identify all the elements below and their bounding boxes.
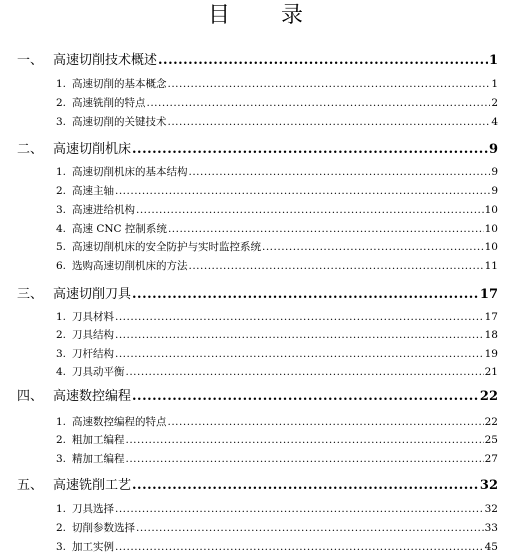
- toc-chapter-entry-label: [17, 49, 157, 68]
- toc-section-entry-title: 高速进给机构: [72, 204, 135, 216]
- toc-section-entry-number: 3.: [56, 453, 67, 465]
- toc-section-entry-title: 选购高速切削机床的方法: [72, 260, 188, 272]
- toc-section-entry-label: [56, 221, 167, 236]
- toc-section-entry-page-number: 33: [484, 522, 498, 534]
- toc-section-entry[interactable]: [56, 202, 498, 217]
- toc-section-entry[interactable]: [56, 364, 498, 379]
- toc-chapter-entry-title: 高速数控编程: [53, 389, 132, 404]
- toc-section-entry-label: [56, 364, 125, 379]
- toc-section-entry-number: 2.: [56, 97, 67, 109]
- toc-section-entry-label: [56, 95, 146, 110]
- toc-section-entry-title: 刀杆结构: [72, 348, 114, 360]
- toc-section-entry-page-number: 17: [484, 311, 498, 323]
- toc-chapter-entry[interactable]: [17, 385, 498, 404]
- dot-leader: [132, 389, 479, 404]
- toc-section-entry[interactable]: [56, 76, 498, 91]
- toc-chapter-entry-title: 高速铣削工艺: [53, 478, 132, 493]
- toc-section-entry-label: [56, 309, 114, 324]
- toc-section-entry-title: 粗加工编程: [72, 434, 125, 446]
- toc-chapter-entry-page-number: 22: [479, 389, 498, 404]
- dot-leader: [136, 522, 484, 534]
- toc-section-entry-title: 高速切削机床的基本结构: [72, 166, 188, 178]
- toc-section-entry-page-number: 4: [491, 116, 498, 128]
- dot-leader: [189, 260, 484, 272]
- toc-section-entry-page-number: 45: [484, 541, 498, 553]
- toc-section-entry-page-number: 1: [491, 78, 498, 90]
- dot-leader: [126, 434, 484, 446]
- toc-chapter-entry-label: [17, 385, 131, 404]
- toc-chapter-entry-title: 高速切削技术概述: [53, 53, 158, 68]
- toc-section-entry[interactable]: [56, 114, 498, 129]
- toc-section-entry-page-number: 25: [484, 434, 498, 446]
- toc-section-entry-page-number: 21: [484, 366, 498, 378]
- toc-section-entry-title: 加工实例: [72, 541, 114, 553]
- toc-section-entry-number: 5.: [56, 241, 67, 253]
- toc-section-entry-number: 2.: [56, 434, 67, 446]
- toc-section-entry-label: [56, 520, 135, 535]
- toc-chapter-entry-number: 一、: [17, 53, 44, 68]
- toc-chapter-entry-page-number: 32: [479, 478, 498, 493]
- toc-section-entry-number: 2.: [56, 185, 67, 197]
- toc-section-entry-number: 3.: [56, 204, 67, 216]
- toc-section-entry[interactable]: [56, 239, 498, 254]
- toc-section-entry-label: [56, 164, 188, 179]
- toc-section-entry-label: [56, 76, 167, 91]
- toc-section-entry-label: [56, 501, 114, 516]
- toc-section-entry-page-number: 9: [491, 166, 498, 178]
- toc-section-entry-number: 2.: [56, 522, 67, 534]
- toc-section-entry-page-number: 19: [484, 348, 498, 360]
- dot-leader: [189, 166, 491, 178]
- toc-section-entry-number: 1.: [56, 166, 67, 178]
- toc-section-entry-title: 高速切削的基本概念: [72, 78, 167, 90]
- toc-section-entry[interactable]: [56, 501, 498, 516]
- dot-leader: [136, 204, 484, 216]
- dot-leader: [132, 478, 479, 493]
- toc-section-entry-number: 6.: [56, 260, 67, 272]
- toc-chapter-entry-number: 五、: [17, 478, 44, 493]
- toc-section-entry[interactable]: [56, 346, 498, 361]
- toc-section-entry-title: 刀具选择: [72, 503, 114, 515]
- dot-leader: [115, 311, 484, 323]
- toc-section-entry-page-number: 9: [491, 185, 498, 197]
- toc-section-entry[interactable]: [56, 221, 498, 236]
- toc-section-entry-page-number: 22: [484, 416, 498, 428]
- toc-section-entry-page-number: 11: [484, 260, 498, 272]
- toc-section-entry-label: [56, 258, 188, 273]
- toc-section-entry[interactable]: [56, 164, 498, 179]
- toc-section-entry-title: 高速主轴: [72, 185, 114, 197]
- toc-section-entry-number: 3.: [56, 116, 67, 128]
- toc-section-entry-label: [56, 539, 114, 554]
- toc-section-entry-title: 高速数控编程的特点: [72, 416, 167, 428]
- toc-section-entry-title: 刀具动平衡: [72, 366, 125, 378]
- toc-section-entry-label: [56, 114, 167, 129]
- toc-section-entry-number: 1.: [56, 78, 67, 90]
- toc-section-entry-number: 1.: [56, 503, 67, 515]
- toc-section-entry[interactable]: [56, 520, 498, 535]
- toc-chapter-entry-number: 四、: [17, 389, 44, 404]
- toc-section-entry-page-number: 10: [484, 204, 498, 216]
- toc-section-entry-title: 高速切削的关键技术: [72, 116, 167, 128]
- dot-leader: [115, 185, 490, 197]
- toc-section-entry-label: [56, 202, 135, 217]
- dot-leader: [115, 503, 484, 515]
- dot-leader: [168, 416, 484, 428]
- toc-section-entry-page-number: 2: [491, 97, 498, 109]
- toc-section-entry-number: 3.: [56, 348, 67, 360]
- toc-section-entry-label: [56, 451, 125, 466]
- dot-leader: [115, 541, 484, 553]
- toc-section-entry-title: 高速铣削的特点: [72, 97, 146, 109]
- toc-section-entry-number: 4.: [56, 223, 67, 235]
- toc-section-entry-title: 刀具材料: [72, 311, 114, 323]
- toc-section-entry[interactable]: [56, 414, 498, 429]
- dot-leader: [147, 97, 491, 109]
- toc-section-entry-page-number: 32: [484, 503, 498, 515]
- toc-chapter-entry-label: [17, 283, 131, 302]
- toc-section-entry-label: [56, 327, 114, 342]
- dot-leader: [168, 116, 491, 128]
- toc-section-entry[interactable]: [56, 327, 498, 342]
- toc-section-entry-number: 3.: [56, 541, 67, 553]
- toc-chapter-entry[interactable]: [17, 138, 498, 157]
- toc-section-entry-label: [56, 414, 167, 429]
- toc-section-entry-number: 2.: [56, 329, 67, 341]
- toc-chapter-entry-title: 高速切削机床: [53, 142, 132, 157]
- toc-section-entry[interactable]: [56, 432, 498, 447]
- toc-section-entry-title: 刀具结构: [72, 329, 114, 341]
- toc-chapter-entry-page-number: 9: [488, 142, 498, 157]
- toc-chapter-entry-number: 二、: [17, 142, 44, 157]
- toc-section-entry[interactable]: [56, 451, 498, 466]
- toc-section-entry-page-number: 27: [484, 453, 498, 465]
- toc-section-entry-title: 精加工编程: [72, 453, 125, 465]
- toc-section-entry-page-number: 18: [484, 329, 498, 341]
- toc-section-entry-label: [56, 183, 114, 198]
- dot-leader: [115, 348, 484, 360]
- toc-section-entry-number: 1.: [56, 311, 67, 323]
- toc-section-entry-title: 高速 CNC 控制系统: [72, 223, 167, 235]
- dot-leader: [132, 287, 479, 302]
- dot-leader: [168, 78, 491, 90]
- toc-section-entry-label: [56, 432, 125, 447]
- toc-section-entry-label: [56, 239, 261, 254]
- toc-chapter-entry-page-number: 1: [488, 53, 498, 68]
- dot-leader: [126, 366, 484, 378]
- dot-leader: [132, 142, 488, 157]
- toc-chapter-entry[interactable]: [17, 474, 498, 493]
- toc-chapter-entry-label: [17, 138, 131, 157]
- toc-chapter-entry[interactable]: [17, 49, 498, 68]
- toc-section-entry[interactable]: [56, 95, 498, 110]
- page-title: 目 录: [208, 3, 325, 28]
- toc-section-entry-title: 切削参数选择: [72, 522, 135, 534]
- toc-section-entry[interactable]: [56, 539, 498, 554]
- toc-chapter-entry-number: 三、: [17, 287, 44, 302]
- toc-section-entry-title: 高速切削机床的安全防护与实时监控系统: [72, 241, 261, 253]
- dot-leader: [158, 53, 488, 68]
- toc-section-entry[interactable]: [56, 309, 498, 324]
- toc-chapter-entry-label: [17, 474, 131, 493]
- toc-section-entry[interactable]: [56, 258, 498, 273]
- toc-section-entry[interactable]: [56, 183, 498, 198]
- toc-chapter-entry-page-number: 17: [479, 287, 498, 302]
- toc-chapter-entry-title: 高速切削刀具: [53, 287, 132, 302]
- dot-leader: [168, 223, 484, 235]
- toc-section-entry-page-number: 10: [484, 223, 498, 235]
- dot-leader: [115, 329, 484, 341]
- dot-leader: [126, 453, 484, 465]
- dot-leader: [262, 241, 484, 253]
- toc-chapter-entry[interactable]: [17, 283, 498, 302]
- toc-section-entry-page-number: 10: [484, 241, 498, 253]
- toc-section-entry-number: 1.: [56, 416, 67, 428]
- toc-section-entry-label: [56, 346, 114, 361]
- toc-section-entry-number: 4.: [56, 366, 67, 378]
